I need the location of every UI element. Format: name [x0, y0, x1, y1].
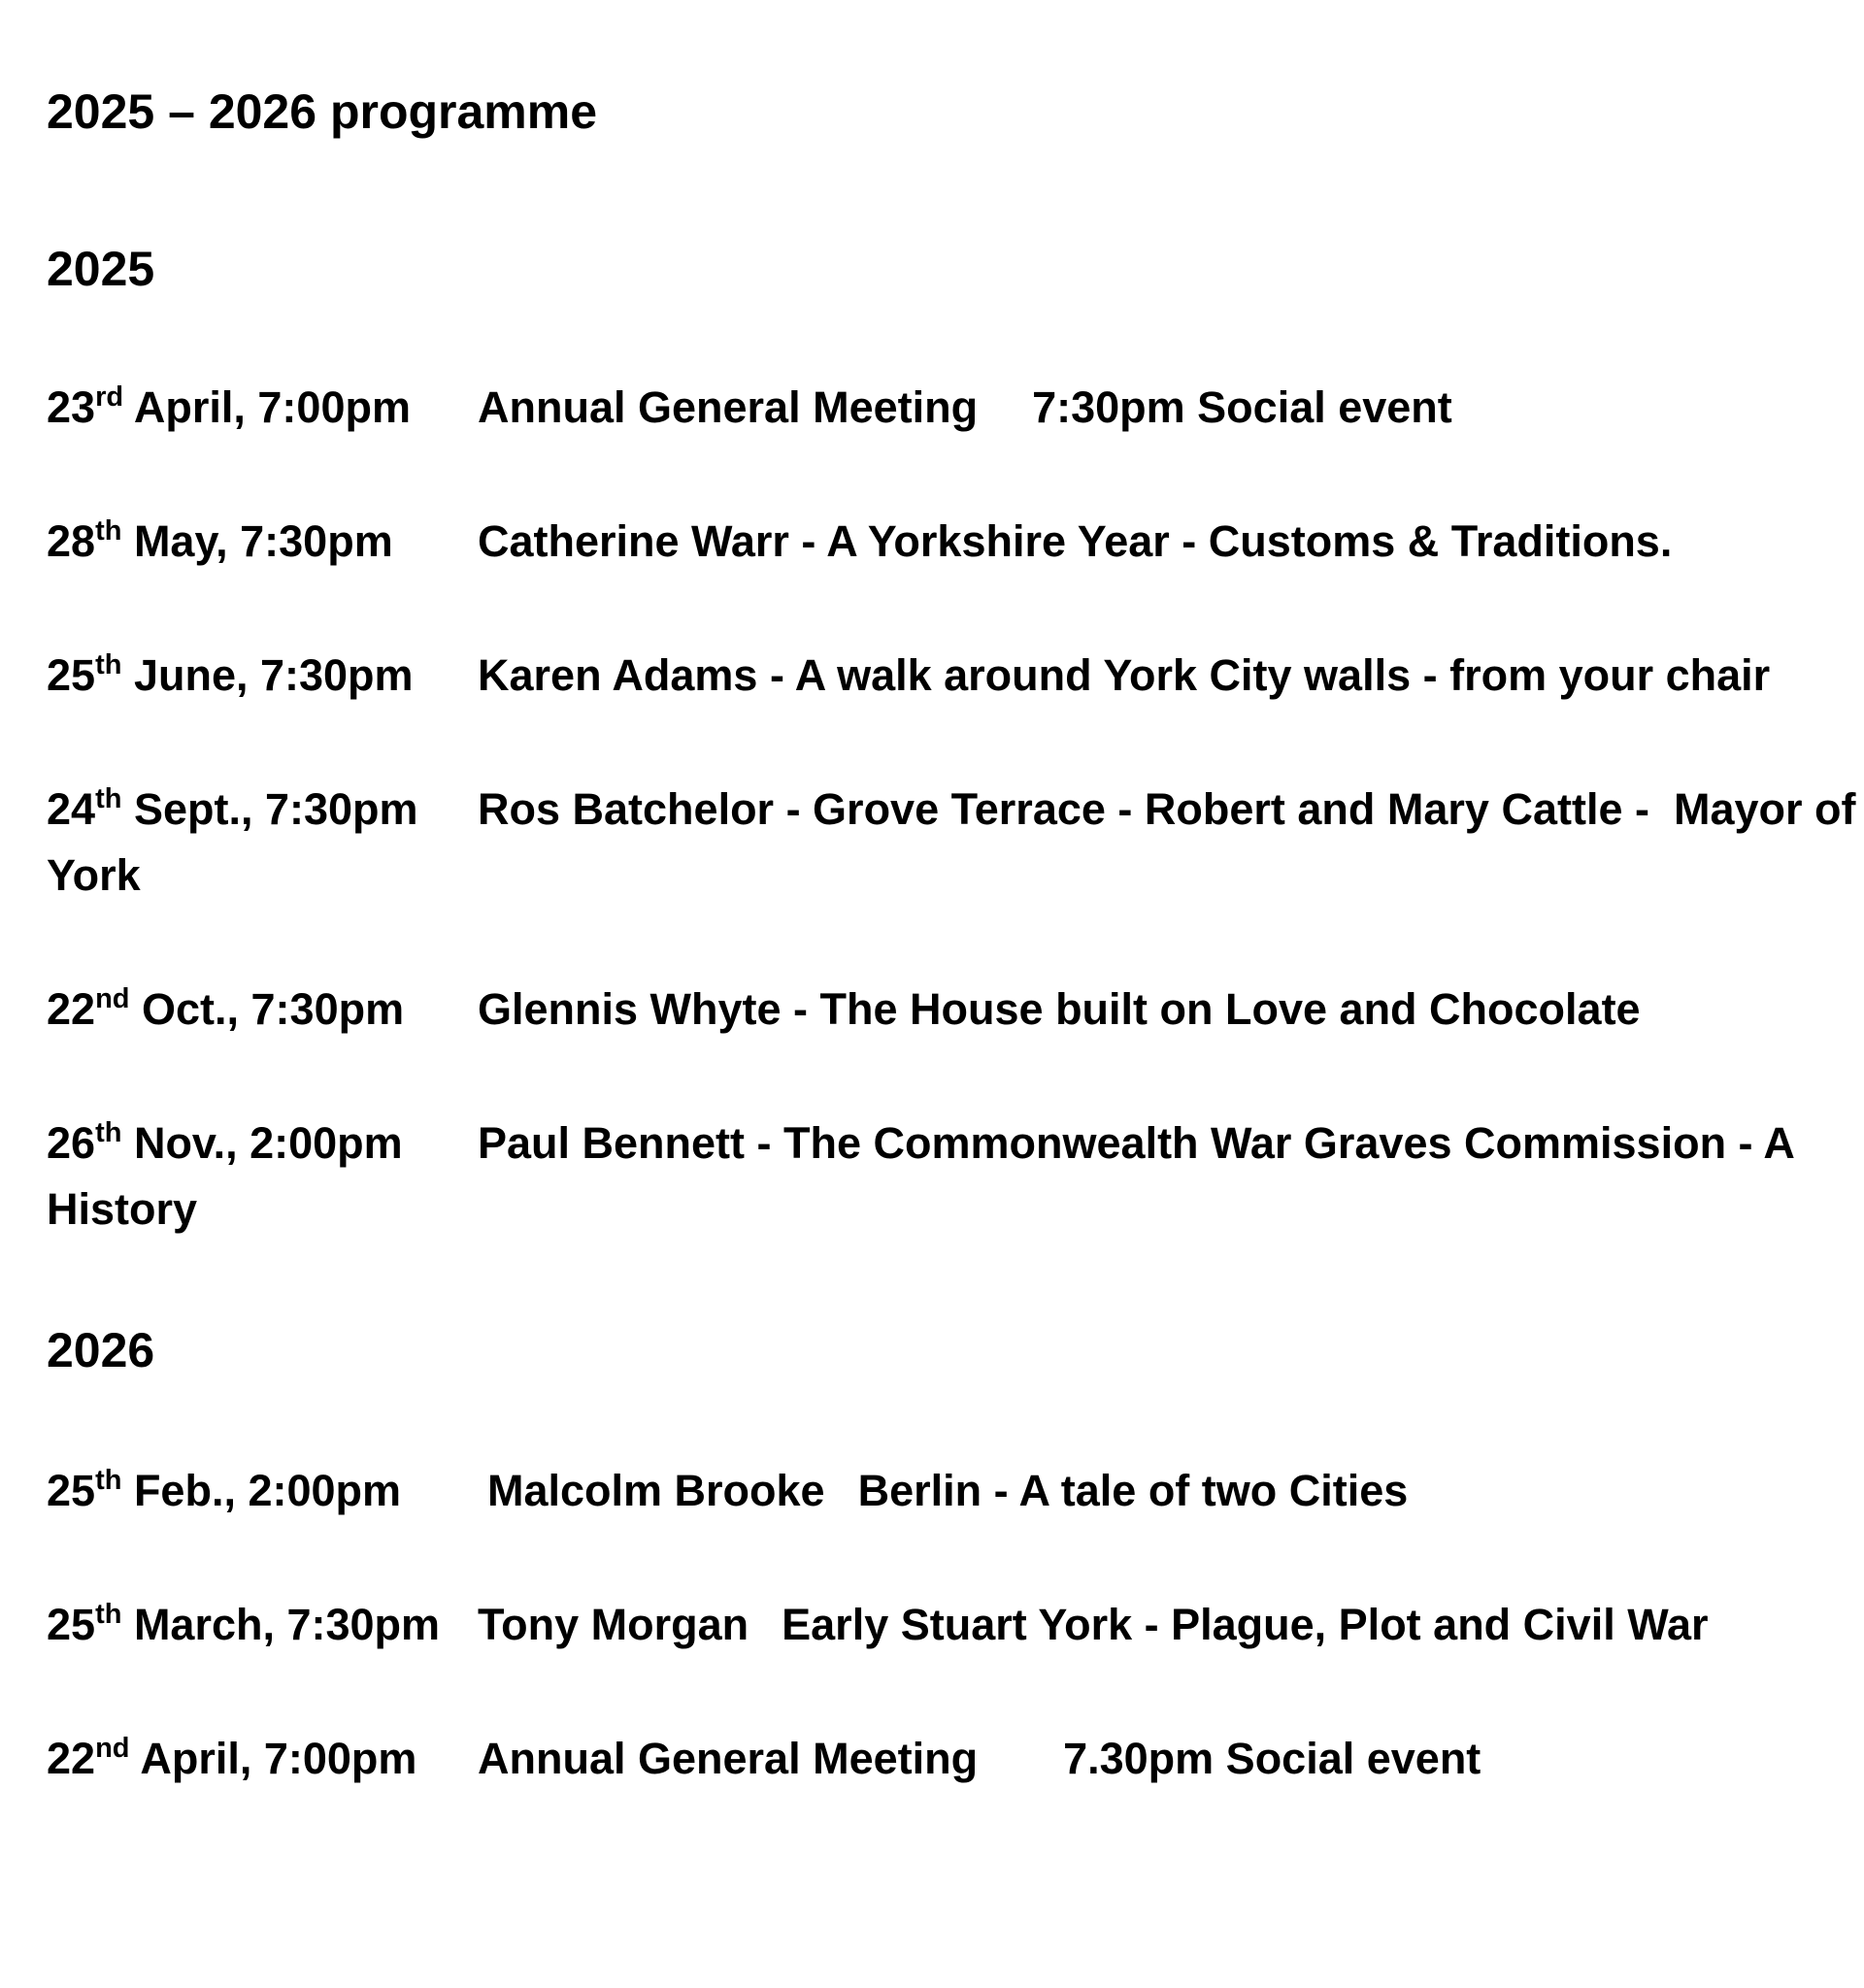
year-heading-2026: 2026 — [47, 1323, 155, 1377]
event-row — [47, 509, 1823, 575]
event-extra: 7.30pm Social event — [1063, 1734, 1481, 1783]
year-heading-2025: 2025 — [47, 242, 155, 296]
event-row — [47, 1110, 1823, 1242]
event-date: 25th March, 7:30pm — [47, 1599, 441, 1649]
event-row — [47, 1592, 1823, 1658]
event-row — [47, 1726, 1823, 1792]
event-speaker: Tony Morgan — [478, 1600, 749, 1649]
event-title: Paul Bennett - The Commonwealth War Graves Commission - A — [478, 1118, 1795, 1168]
event-title: Glennis Whyte - The House built on Love and Chocolate — [478, 984, 1641, 1034]
event-date: 25th Feb., 2:00pm — [47, 1465, 402, 1515]
event-talk: Early Stuart York - Plague, Plot and Civil War — [782, 1600, 1709, 1649]
event-row — [47, 777, 1856, 909]
event-speaker: Malcolm Brooke — [487, 1466, 825, 1515]
event-title-continuation: York — [47, 850, 141, 900]
event-date: 23rd April, 7:00pm — [47, 381, 411, 432]
event-date: 24th Sept., 7:30pm — [47, 783, 418, 834]
event-date: 22nd April, 7:00pm — [47, 1733, 417, 1783]
event-date: 26th Nov., 2:00pm — [47, 1117, 403, 1168]
event-extra: 7:30pm Social event — [1032, 382, 1452, 432]
event-row — [47, 375, 1823, 441]
event-title: Catherine Warr - A Yorkshire Year - Customs & Traditions. — [478, 516, 1673, 566]
event-title-continuation: History — [47, 1184, 198, 1234]
event-date: 25th June, 7:30pm — [47, 649, 414, 700]
event-row — [47, 1458, 1823, 1524]
page-title: 2025 – 2026 programme — [47, 84, 598, 139]
event-talk: Berlin - A tale of two Cities — [857, 1466, 1409, 1515]
event-date: 22nd Oct., 7:30pm — [47, 983, 405, 1034]
event-row — [47, 643, 1823, 709]
event-title: Karen Adams - A walk around York City walls - from your chair — [478, 650, 1771, 700]
event-title: Annual General Meeting — [478, 1734, 979, 1783]
event-row — [47, 977, 1823, 1043]
event-date: 28th May, 7:30pm — [47, 515, 393, 566]
event-title: Ros Batchelor - Grove Terrace - Robert and Mary Cattle - Mayor of — [478, 784, 1856, 834]
event-title: Annual General Meeting — [478, 382, 979, 432]
